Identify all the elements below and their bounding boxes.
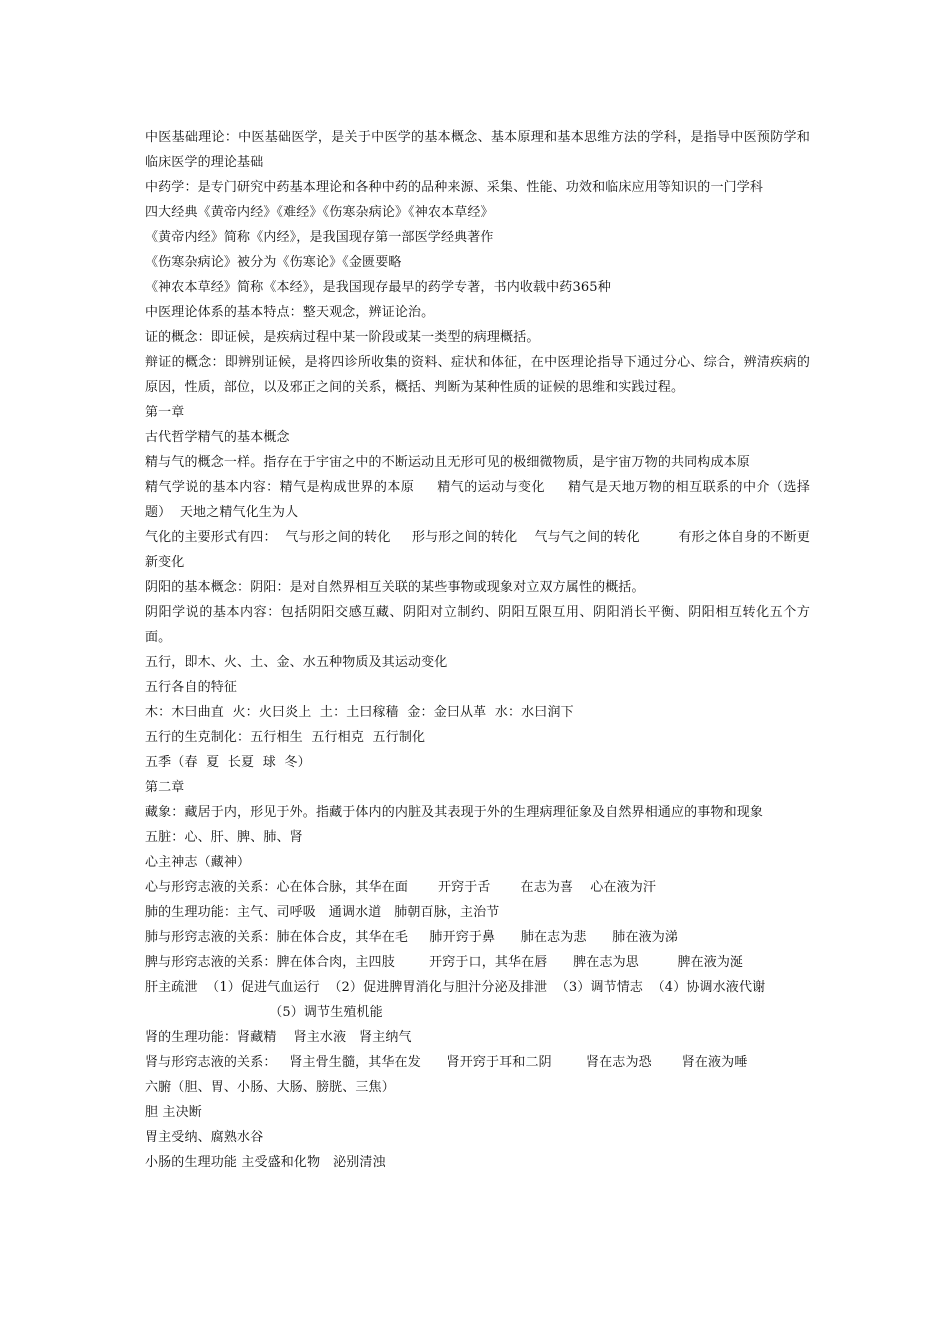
text-line: 肝主疏泄 （1）促进气血运行 （2）促进脾胃消化与胆汁分泌及排泄 （3）调节情志 （4）协调水液代谢 （5）调节生殖机能	[145, 980, 766, 1020]
text-line: 中药学：是专门研究中药基本理论和各种中药的品种来源、采集、性能、功效和临床应用等知识的一门学科	[145, 180, 764, 195]
text-line: 《黄帝内经》简称《内经》，是我国现存第一部医学经典著作	[145, 230, 494, 245]
text-line: 六腑（胆、胃、小肠、大肠、膀胱、三焦）	[145, 1080, 395, 1095]
text-line: 气化的主要形式有四： 气与形之间的转化 形与形之间的转化 气与气之间的转化 有形之体自身的不断更新变化	[145, 530, 810, 570]
text-line: 精气学说的基本内容：精气是构成世界的本原 精气的运动与变化 精气是天地万物的相互联系的中介（选择题） 天地之精气化生为人	[145, 480, 810, 520]
text-line: 心主神志（藏神）	[145, 855, 251, 870]
text-line: 肾的生理功能：肾藏精 肾主水液 肾主纳气	[145, 1030, 412, 1045]
section-heading: 古代哲学精气的基本概念	[145, 430, 290, 445]
text-line: 五行各自的特征	[145, 680, 238, 695]
text-line: 阴阳学说的基本内容：包括阴阳交感互藏、阴阳对立制约、阴阳互限互用、阴阳消长平衡、阴阳相互转化五个方面。	[145, 605, 810, 645]
text-line: 小肠的生理功能 主受盛和化物 泌别清浊	[145, 1155, 386, 1170]
text-line: 《伤寒杂病论》被分为《伤寒论》《金匮要略	[145, 255, 402, 270]
text-line: 阴阳的基本概念：阴阳：是对自然界相互关联的某些事物或现象对立双方属性的概括。	[145, 580, 645, 595]
text-line: 五行，即木、火、土、金、水五种物质及其运动变化	[145, 655, 448, 670]
text-line: 五脏：心、肝、脾、肺、肾	[145, 830, 303, 845]
text-line: 脾与形窍志液的关系：脾在体合肉，主四肢 开窍于口，其华在唇 脾在志为思 脾在液为涎	[145, 955, 744, 970]
text-line: 五行的生克制化：五行相生 五行相克 五行制化	[145, 730, 426, 745]
text-line: 五季（春 夏 长夏 球 冬）	[145, 755, 311, 770]
text-line: 肺与形窍志液的关系：肺在体合皮，其华在毛 肺开窍于鼻 肺在志为悲 肺在液为涕	[145, 930, 679, 945]
text-line: 中医理论体系的基本特点：整天观念，辨证论治。	[145, 305, 435, 320]
text-line: 木：木曰曲直 火：火曰炎上 土：土曰稼穑 金：金曰从革 水：水曰润下	[145, 705, 574, 720]
text-line: 肾与形窍志液的关系： 肾主骨生髓，其华在发 肾开窍于耳和二阴 肾在志为恐 肾在液为唾	[145, 1055, 748, 1070]
text-line: 肺的生理功能：主气、司呼吸 通调水道 肺朝百脉，主治节	[145, 905, 500, 920]
text-line: 胆 主决断	[145, 1105, 202, 1120]
text-line: 证的概念：即证候，是疾病过程中某一阶段或某一类型的病理概括。	[145, 330, 540, 345]
text-line: 胃主受纳、腐熟水谷	[145, 1130, 264, 1145]
text-line: 藏象：藏居于内，形见于外。指藏于体内的内脏及其表现于外的生理病理征象及自然界相通应的事物和现象	[145, 805, 764, 820]
text-line: 中医基础理论：中医基础医学，是关于中医学的基本概念、基本原理和基本思维方法的学科，是指导中医预防学和临床医学的理论基础	[145, 130, 810, 170]
text-line: 《神农本草经》简称《本经》，是我国现存最早的药学专著，书内收载中药365种	[145, 280, 611, 295]
text-line: 心与形窍志液的关系：心在体合脉，其华在面 开窍于舌 在志为喜 心在液为汗	[145, 880, 657, 895]
chapter-heading: 第二章	[145, 780, 185, 795]
chapter-heading: 第一章	[145, 405, 185, 420]
text-line: 四大经典《黄帝内经》《难经》《伤寒杂病论》《神农本草经》	[145, 205, 494, 220]
document-body	[145, 125, 810, 1175]
text-line: 辩证的概念：即辨别证候，是将四诊所收集的资料、症状和体征，在中医理论指导下通过分心、综合，辨清疾病的原因，性质，部位，以及邪正之间的关系，概括、判断为某种性质的证候的思维和实践过程。	[145, 355, 810, 395]
text-line: 精与气的概念一样。指存在于宇宙之中的不断运动且无形可见的极细微物质，是宇宙万物的共同构成本原	[145, 455, 750, 470]
